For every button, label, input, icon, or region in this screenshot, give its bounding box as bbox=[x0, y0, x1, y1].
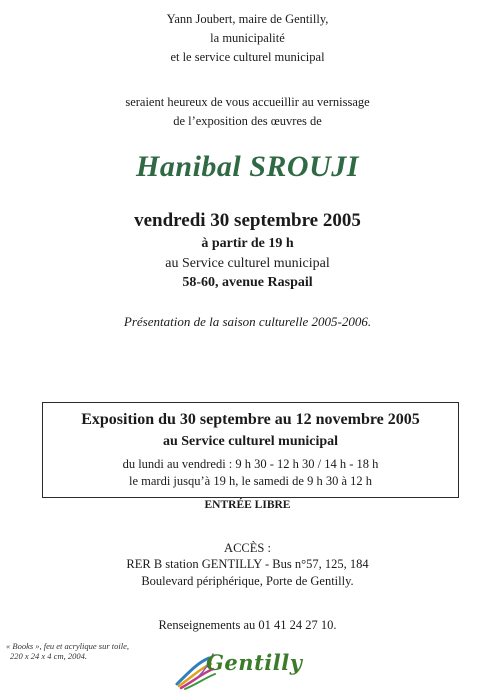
artist-name: Hanibal SROUJI bbox=[136, 150, 359, 183]
access-line-2: Boulevard périphérique, Porte de Gentilly. bbox=[141, 574, 354, 588]
invite-line-2: de l’exposition des œuvres de bbox=[173, 114, 322, 128]
caption-line-1: « Books », feu et acrylique sur toile, bbox=[6, 641, 129, 651]
vernissage-date: vendredi 30 septembre 2005 bbox=[134, 210, 361, 231]
presentation-note: Présentation de la saison culturelle 2005-2006. bbox=[123, 314, 372, 329]
access-line-1: RER B station GENTILLY - Bus n°57, 125, 184 bbox=[126, 557, 369, 571]
exhibition-hours-extra: le mardi jusqu’à 19 h, le samedi de 9 h 30 à 12 h bbox=[129, 474, 372, 488]
exhibition-hours-weekday: du lundi au vendredi : 9 h 30 - 12 h 30 / 14 h - 18 h bbox=[122, 457, 379, 471]
exhibition-box bbox=[42, 402, 459, 498]
vernissage-address: 58-60, avenue Raspail bbox=[182, 275, 313, 290]
header-line-1: Yann Joubert, maire de Gentilly, bbox=[166, 12, 329, 26]
vernissage-time: à partir de 19 h bbox=[201, 236, 294, 251]
invite-line-1: seraient heureux de vous accueillir au vernissage bbox=[125, 95, 370, 109]
header-line-3: et le service culturel municipal bbox=[170, 50, 325, 64]
caption-line-2: 220 x 24 x 4 cm, 2004. bbox=[10, 651, 87, 661]
vernissage-place: au Service culturel municipal bbox=[165, 256, 330, 271]
artwork-caption bbox=[6, 641, 129, 661]
entry-label: ENTRÉE LIBRE bbox=[197, 499, 299, 511]
info-phone: Renseignements au 01 41 24 27 10. bbox=[158, 618, 337, 632]
header-line-2: la municipalité bbox=[210, 31, 285, 45]
exhibition-place: au Service culturel municipal bbox=[162, 434, 339, 449]
exhibition-title: Exposition du 30 septembre au 12 novembre 2005 bbox=[81, 411, 420, 428]
gentilly-logo-text: Gentilly bbox=[206, 650, 303, 675]
entry-badge bbox=[0, 495, 495, 513]
access-title: ACCÈS : bbox=[224, 541, 271, 555]
